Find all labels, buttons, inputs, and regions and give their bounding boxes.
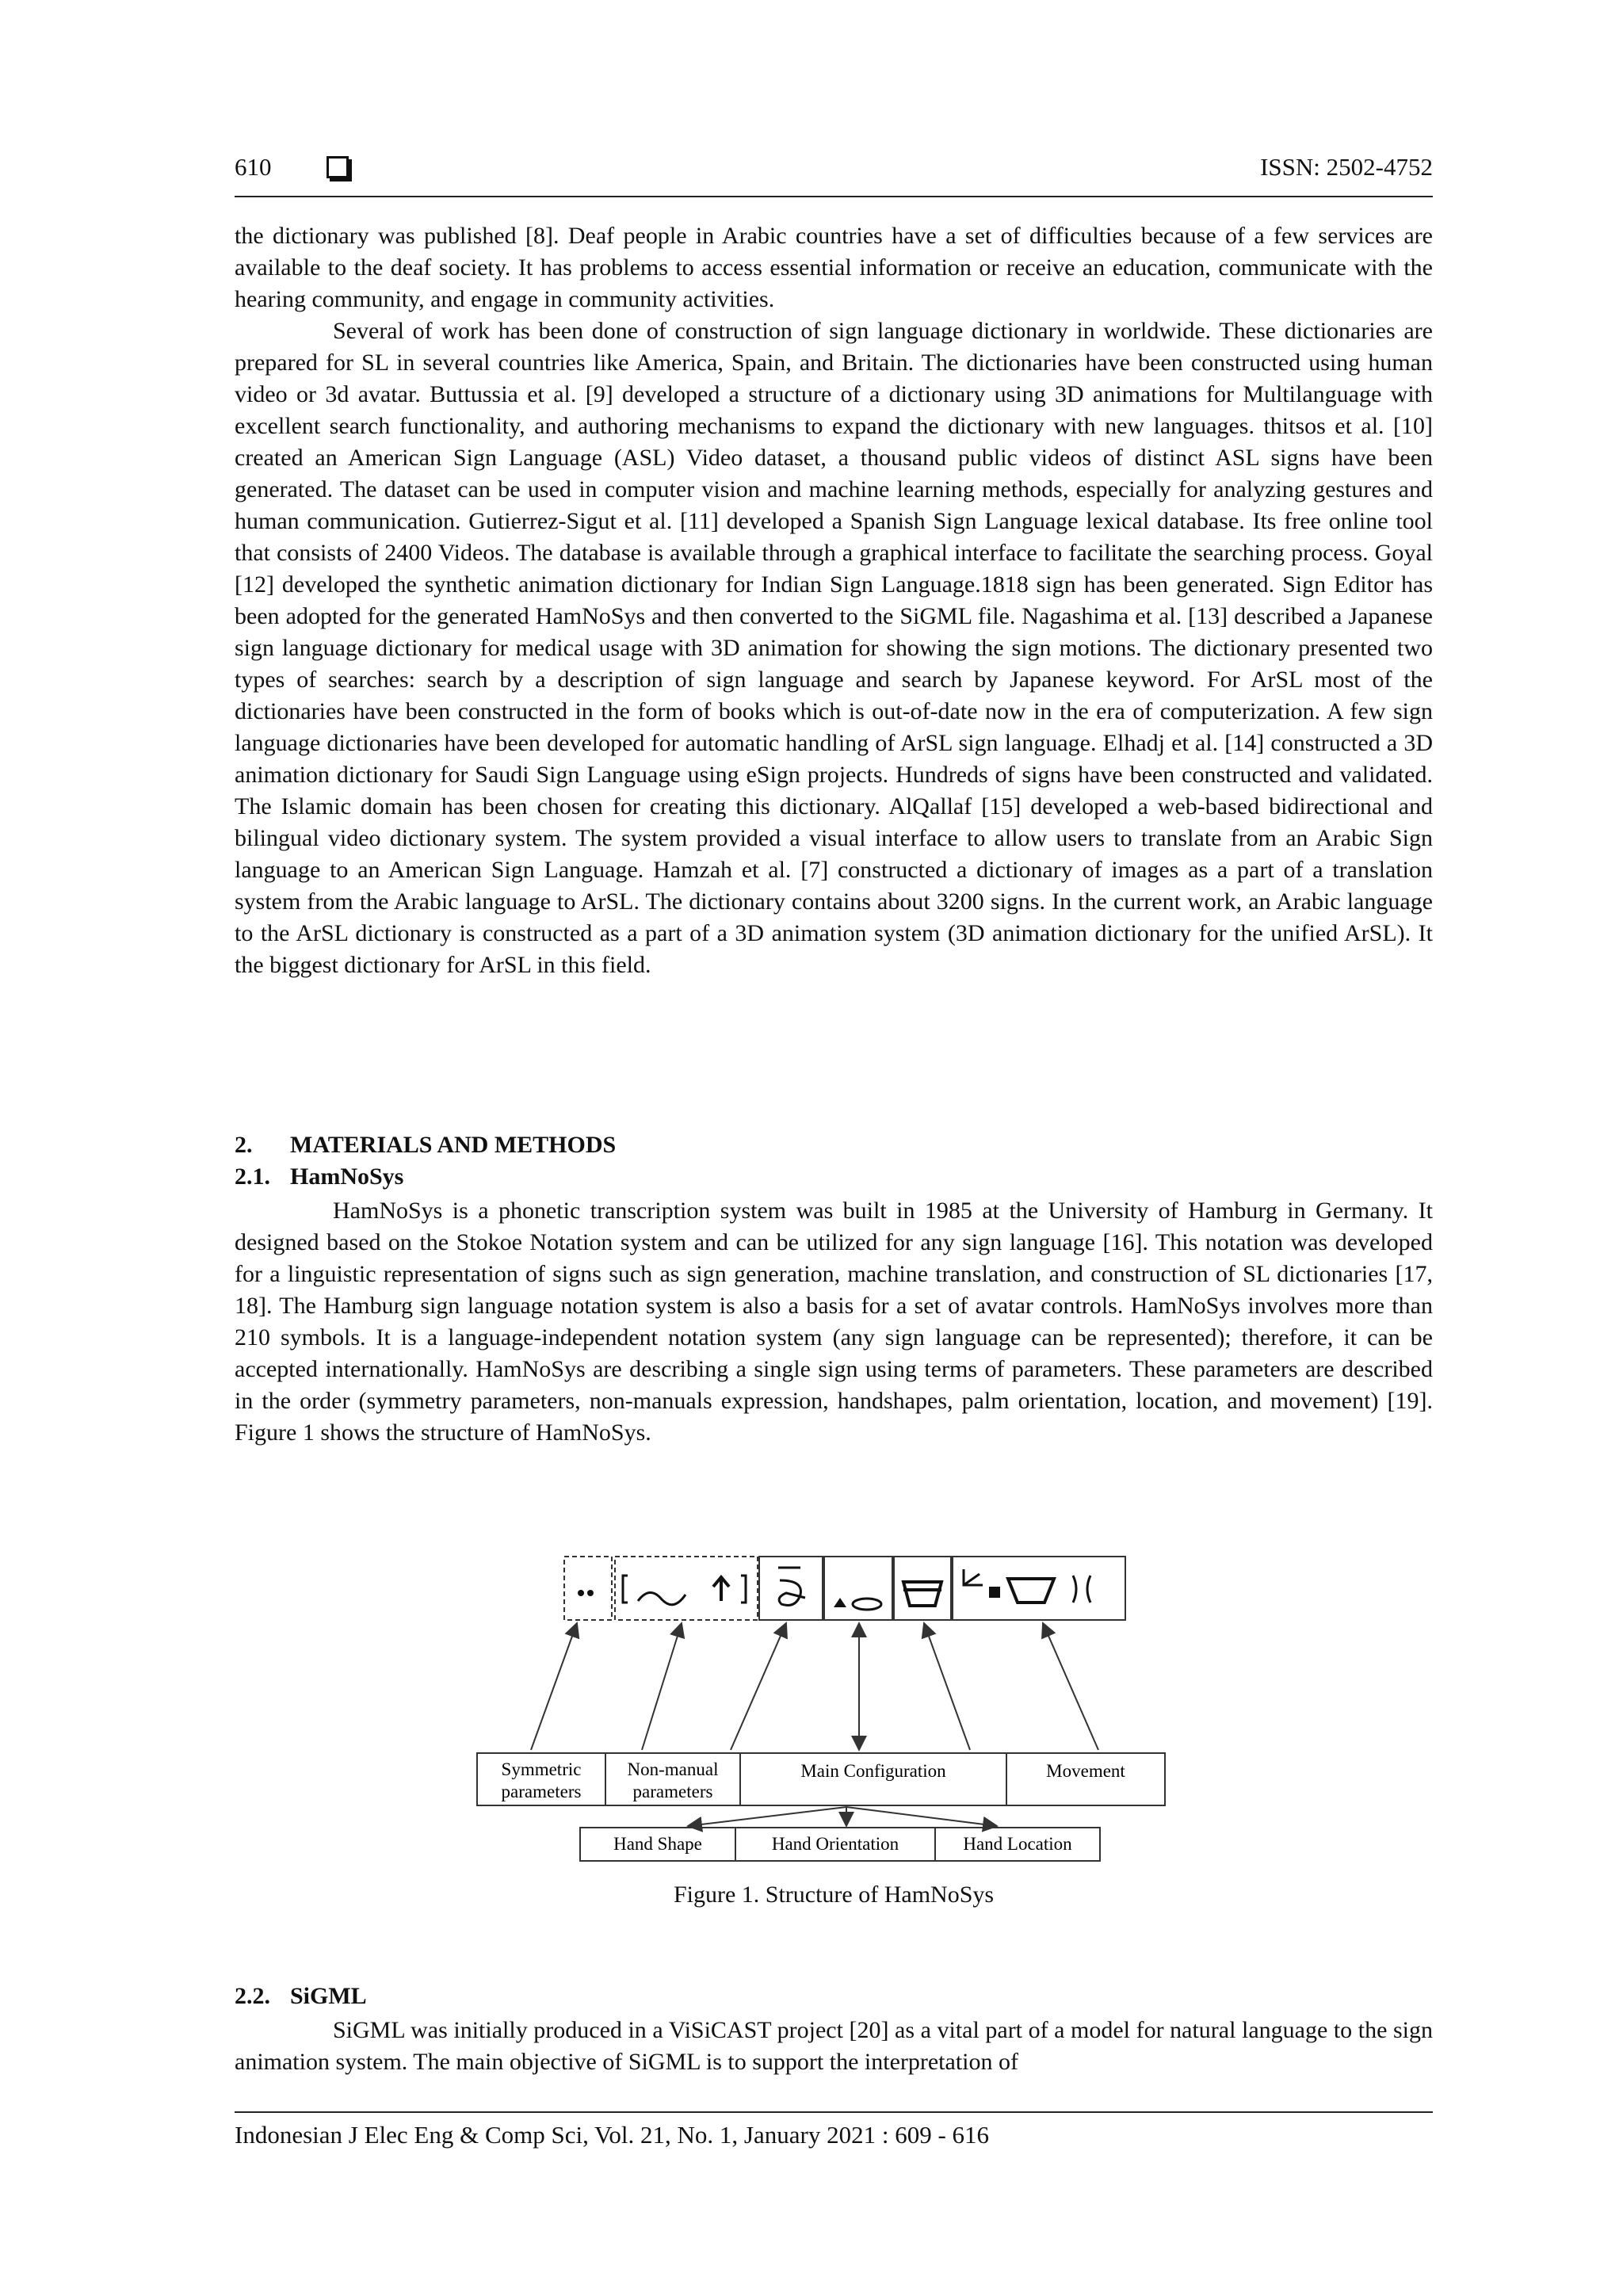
hand-orientation-label: Hand Orientation	[771, 1834, 899, 1854]
repeat-motion-icon	[1073, 1576, 1090, 1603]
symmetry-symbol-box	[564, 1557, 612, 1620]
configuration-subrow	[580, 1828, 1100, 1861]
connector-arrows	[531, 1623, 1098, 1750]
hand-location-label: Hand Location	[963, 1834, 1072, 1854]
movement-symbol-box	[953, 1557, 1125, 1620]
figure-caption: Figure 1. Structure of HamNoSys	[673, 1881, 995, 1908]
location-shape-icon	[903, 1582, 941, 1606]
close-bracket-icon	[741, 1576, 746, 1603]
section-heading-materials-methods	[235, 1132, 616, 1159]
sub-connector-arrows	[688, 1807, 997, 1826]
movement-label: Movement	[1046, 1761, 1125, 1781]
symmetry-dot-icon	[587, 1590, 594, 1596]
up-arrow-icon	[713, 1577, 729, 1601]
subsection-heading-sigml	[235, 1983, 367, 2010]
nonmanual-symbol-box	[615, 1557, 758, 1620]
palm-ellipse-icon	[853, 1599, 881, 1610]
hand-shape-label: Hand Shape	[613, 1834, 702, 1854]
nonmanual-label-line2: parameters	[632, 1782, 713, 1801]
page-footer: Indonesian J Elec Eng & Comp Sci, Vol. 21, No. 1, January 2021 : 609 - 616	[235, 2111, 1433, 2149]
handshape-symbol-box	[759, 1557, 823, 1620]
hamnosys-symbol-strip	[564, 1557, 1125, 1620]
orientation-arrow-icon	[834, 1598, 846, 1607]
filled-square-icon	[989, 1587, 1000, 1598]
subsection-heading-hamnosys	[235, 1163, 403, 1190]
main-configuration-label: Main Configuration	[800, 1761, 946, 1781]
subsection-number: 2.2.	[235, 1983, 270, 2009]
section-number: 2.	[235, 1132, 253, 1158]
body-location-icon	[1008, 1579, 1054, 1603]
page-number: 610	[235, 153, 272, 181]
orientation-symbol-box	[824, 1557, 892, 1620]
parameter-row	[477, 1753, 1165, 1805]
subsection-title: SiGML	[290, 1983, 367, 2009]
nonmanual-label-line1: Non-manual	[627, 1759, 719, 1779]
handshape-icon	[778, 1568, 805, 1606]
section-title: MATERIALS AND METHODS	[290, 1132, 617, 1158]
hamnosys-structure-figure	[475, 1545, 1181, 1862]
issn: ISSN: 2502-4752	[1260, 153, 1433, 181]
figure-diagram	[475, 1545, 1181, 1862]
page-header	[235, 153, 1433, 197]
paragraph-hamnosys: HamNoSys is a phonetic transcription system was built in 1985 at the University of Hamburg in Germany. It designed based on the Stokoe Notation system and can be utilized for any sign language [16]. This notation was developed for a linguistic representation of signs such as sign generation, machine translation, and construction of SL dictionaries [17, 18]. The Hamburg sign language notation system is also a basis for a set of avatar controls. HamNoSys involves more than 210 symbols. It is a language-independent notation system (any sign language can be represented); therefore, it can be accepted internationally. HamNoSys are describing a single sign using terms of parameters. These parameters are described in the order (symmetry parameters, non-manuals expression, handshapes, palm orientation, location, and movement) [19]. Figure 1 shows the structure of HamNoSys.	[235, 1198, 1433, 1446]
symmetric-label-line1: Symmetric	[501, 1759, 582, 1779]
square-bullet-icon	[327, 156, 349, 178]
subsection-title: HamNoSys	[290, 1163, 404, 1190]
mouth-shape-icon	[638, 1592, 685, 1604]
subsection-number: 2.1.	[235, 1163, 270, 1190]
open-bracket-icon	[623, 1576, 628, 1603]
paragraph-intro-end: the dictionary was published [8]. Deaf people in Arabic countries have a set of difficulties because of a few services are available to the deaf society. It has problems to access essential information or receive an education, communicate with the hearing community, and engage in community activities.	[235, 223, 1433, 312]
paragraph-related-work: Several of work has been done of construction of sign language dictionary in worldwide. These dictionaries are prepared for SL in several countries like America, Spain, and Britain. The dictionaries have been constructed using human video or 3d avatar. Buttussia et al. [9] developed a structure of a dictionary using 3D animations for Multilanguage with excellent search functionality, and authoring mechanisms to expand the dictionary with new languages. thitsos et al. [10] created an American Sign Language (ASL) Video dataset, a thousand public videos of distinct ASL signs have been generated. The dataset can be used in computer vision and machine learning methods, especially for analyzing gestures and human communication. Gutierrez-Sigut et al. [11] developed a Spanish Sign Language lexical database. Its free online tool that consists of 2400 Videos. The database is available through a graphical interface to facilitate the searching process. Goyal [12] developed the synthetic animation dictionary for Indian Sign Language.1818 sign has been generated. Sign Editor has been adopted for the generated HamNoSys and then converted to the SiGML file. Nagashima et al. [13] described a Japanese sign language dictionary for medical usage with 3D animation for showing the sign motions. The dictionary presented two types of searches: search by a description of sign language and search by Japanese keyword. For ArSL most of the dictionaries have been constructed in the form of books which is out-of-date now in the era of computerization. A few sign language dictionaries have been developed for automatic handling of ArSL sign language. Elhadj et al. [14] constructed a 3D animation dictionary for Saudi Sign Language using eSign projects. Hundreds of signs have been constructed and validated. The Islamic domain has been chosen for creating this dictionary. AlQallaf [15] developed a web-based bidirectional and bilingual video dictionary system. The system provided a visual interface to allow users to translate from an Arabic Sign language to an American Sign Language. Hamzah et al. [7] constructed a dictionary of images as a part of a translation system from the Arabic language to ArSL. The dictionary contains about 3200 signs. In the current work, an Arabic language to the ArSL dictionary is constructed as a part of a 3D animation system (3D animation dictionary for the unified ArSL). It the biggest dictionary for ArSL in this field.	[235, 318, 1433, 978]
paragraph-sigml: SiGML was initially produced in a ViSiCAST project [20] as a vital part of a model for natural language to the sign animation system. The main objective of SiGML is to support the interpretation of	[235, 2017, 1433, 2075]
symmetry-dot-icon	[578, 1590, 584, 1596]
movement-arrow-icon	[964, 1569, 983, 1585]
symmetric-label-line2: parameters	[501, 1782, 582, 1801]
